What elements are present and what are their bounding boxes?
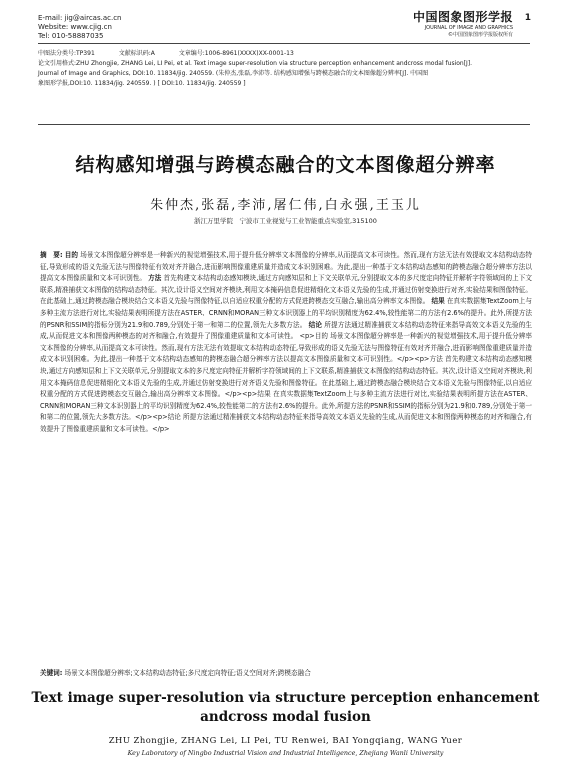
affiliation-en: Key Laboratory of Ningbo Industrial Vision and Industrial Intelligence, Zhejiang Wanli University	[127, 749, 444, 757]
journal-name-cn: 中国图象图形学报	[412, 10, 513, 24]
meta-rule	[38, 124, 530, 125]
abstract-label: 摘 要:	[40, 251, 63, 259]
contact-info	[38, 14, 121, 41]
header-rule	[38, 43, 530, 44]
abstract-objective: 场景文本图像超分辨率是一种新兴的视觉增强技术,用于提升低分辨率文本图像的分辨率,从而提高文本可读性。然而,现有方法无法有效提取文本结构动态特征,导致形成的语义先验无法与图像特征有效对齐并融合,进而影响图像重建质量并造成文本识别困难。为此,提出一种基于文本结构动态感知的跨模态融合超分辨率方法以提高文本图像质量和文本可识别性。	[40, 251, 532, 283]
abstract-result: 在真实数据集TextZoom上与多种主流方法进行对比,实验结果表明所提方法在ASTER、CRNN和MORAN三种文本识别器上的平均识别精度为62.4%,较性能第二的方法有2.6%的提升。此外,所提方法的PSNR和SSIM的指标分别为21.9和0.789,分别处于第一和第二的位置,领先大多数方法。	[40, 297, 532, 329]
paper-title-en: Text image super-resolution via structure perception enhancement andcross modal fusion	[31, 690, 540, 725]
citation-line-1: 论文引用格式:ZHU Zhongjie, ZHANG Lei, LI Pei, et al. Text image super-resolution via structure perception enhancement andcross modal fusion[J].	[38, 60, 473, 67]
keywords-label: 关键词:	[40, 669, 63, 677]
abstract-raw-html: <p>目的 场景文本图像超分辨率是一种新兴的视觉增强技术,用于提升低分辨率文本图像的分辨率,从而提高文本可读性。然而,现有方法无法有效提取文本结构动态特征,导致形成的语义先验无法与图像特征有效对齐并融合,进而影响图像重建质量并造成文本识别困难。为此,提出一种基于文本结构动态感知的跨模态融合超分辨率方法以提高文本图像质量和文本可识别性。</p><p>方法 首先构建文本结构动态感知模块,通过方向感知层和上下文关联单元,分别提取文本的多尺度定向特征并解析字符领域间的上下文联系,精准捕获文本图像的结构动态特征。其次,设计语义空间对齐模块,利用文本掩码信息促进精细化文本语义先验的生成,并通过仿射变换进行对齐语义先验和图像特征。在此基础上,通过跨模态融合模块结合文本语义先验与图像特征,以自适应权重分配的方式促进跨模态交互融合,输出高分辨率文本图像。</p><p>结果 在真实数据集TextZoom上与多种主流方法进行对比,实验结果表明所提方法在ASTER、CRNN和MORAN三种文本识别器上的平均识别精度为62.4%,较性能第二的方法有2.6%的提升。此外,所提方法的PSNR和SSIM的指标分别为21.9和0.789,分别处于第一和第二的位置,领先大多数方法。</p><p>结论 所提方法通过精准捕获文本结构动态特征来指导高效文本语义先验的生成,从而促进文本和图像两种模态的对齐和融合,有效提升了图像重建质量和文本可读性。</p>	[40, 332, 532, 433]
abstract-objective-label: 目的	[64, 251, 79, 259]
journal-name-en: JOURNAL OF IMAGE AND GRAPHICS	[424, 25, 513, 31]
citation-line-2: Journal of Image and Graphics, DOI:10. 11834/jig. 240559. (朱仲杰,张磊,李沛等. 结构感知增强与跨模态融合的文本图像超分辨率[J]. 中国图	[38, 70, 429, 77]
citation-line-3: 象图形学报,DOI:10. 11834/jig. 240559. ) [ DOI:10. 11834/jig. 240559 ]	[38, 80, 246, 87]
article-number: 文章编号:1006-8961(XXXX)XX-0001-13	[178, 50, 294, 57]
authors-en: ZHU Zhongjie, ZHANG Lei, LI Pei, TU Renwei, BAI Yongqiang, WANG Yuer	[108, 735, 463, 745]
page-number: 1	[524, 13, 531, 23]
document-code: 文献标识码:A	[118, 50, 155, 57]
copyright-line: ©中国图象图形学报版权所有	[447, 32, 513, 38]
email-line: E-mail: jig@aircas.ac.cn	[38, 14, 122, 22]
clc-number: 中图法分类号:TP391	[38, 50, 95, 57]
paper-title-cn: 结构感知增强与跨模态融合的文本图像超分辨率	[75, 154, 496, 176]
abstract-conclusion-label: 结论	[308, 320, 323, 329]
website-line: Website: www.cjig.cn	[38, 23, 112, 31]
authors-cn: 朱仲杰,张磊,李沛,屠仁伟,白永强,王玉儿	[150, 198, 421, 213]
journal-masthead	[413, 10, 513, 39]
abstract-result-label: 结果	[431, 297, 445, 306]
affiliation-cn: 浙江万里学院 宁波市工业视觉与工业智能重点实验室,315100	[194, 217, 377, 225]
abstract-conclusion: 所提方法通过精准捕获文本结构动态特征来指导高效文本语义先验的生成,从而促进文本和图像两种模态的对齐和融合,有效提升了图像重建质量和文本可读性。	[40, 320, 533, 341]
article-metadata	[38, 49, 530, 89]
keywords	[40, 668, 532, 678]
keywords-text: 场景文本图像超分辨率;文本结构动态特征;多尺度定向特征;语义空间对齐;跨模态融合	[64, 669, 311, 677]
tel-line: Tel: 010-58887035	[38, 32, 104, 40]
abstract-method: 首先构建文本结构动态感知模块,通过方向感知层和上下文关联单元,分别提取文本的多尺度定向特征并解析字符领域间的上下文联系,精准捕获文本图像的结构动态特征。其次,设计语义空间对齐模块,利用文本掩码信息促进精细化文本语义先验的生成,并通过仿射变换进行对齐,实验结果和图像特征。在此基础上,通过跨模态融合模块结合文本语义先验与图像特征,以自适应权重分配的方式促进跨模态交互融合,输出高分辨率文本图像。	[40, 274, 533, 306]
abstract-method-label: 方法	[148, 274, 162, 283]
classification-row	[38, 49, 530, 59]
abstract	[40, 250, 532, 436]
